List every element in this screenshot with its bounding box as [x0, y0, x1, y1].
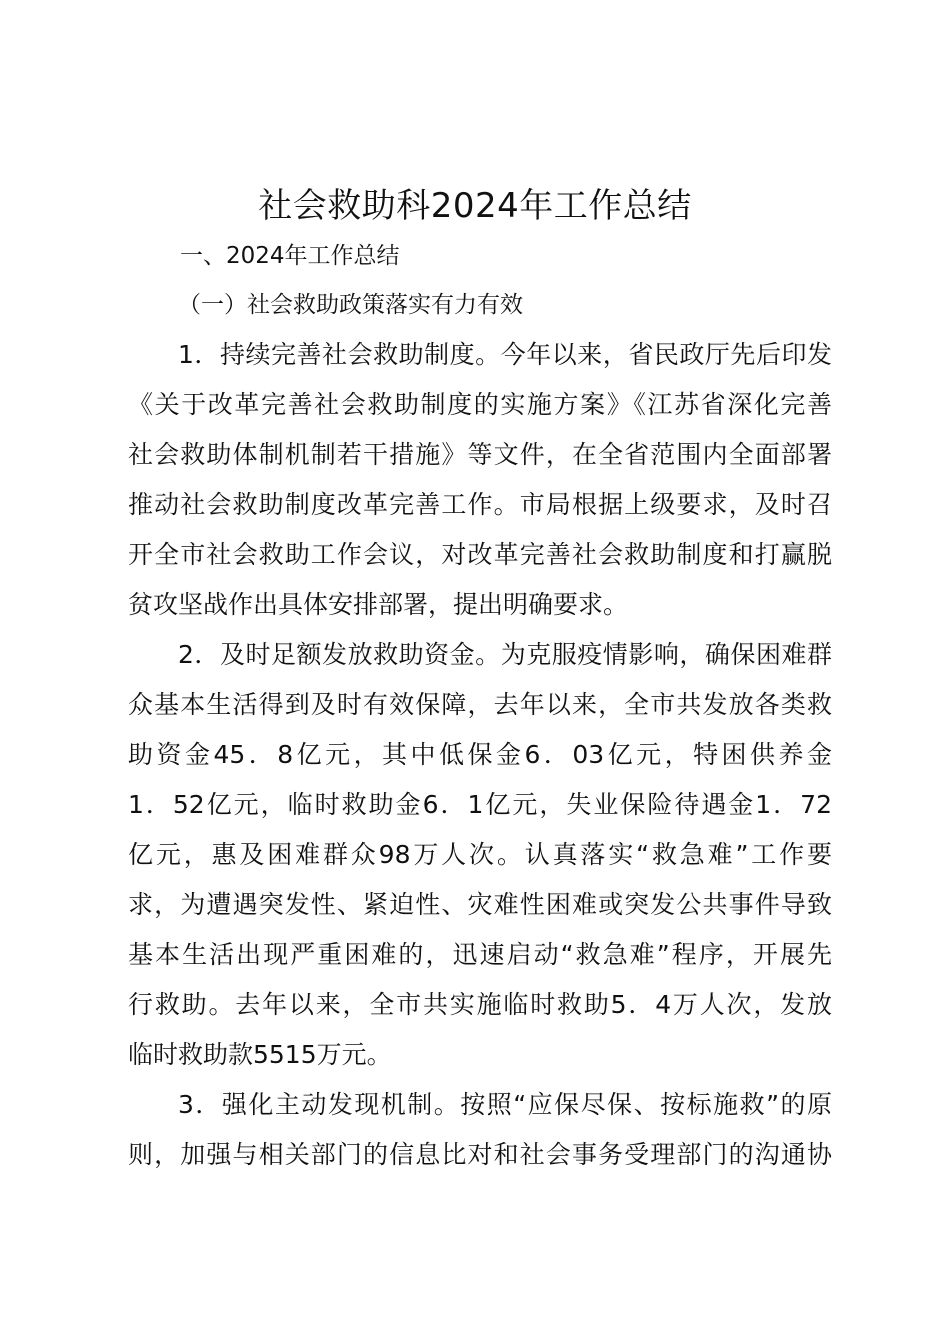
subsection-heading: （一）社会救助政策落实有力有效: [178, 292, 523, 318]
paragraph-line: 1．持续完善社会救助制度。今年以来，省民政厅先后印发: [178, 340, 832, 369]
section-heading: 一、2024年工作总结: [180, 243, 400, 269]
paragraph-line: 求，为遭遇突发性、紧迫性、灾难性困难或突发公共事件导致: [128, 890, 832, 919]
paragraph-line: 行救助。去年以来，全市共实施临时救助5．4万人次，发放: [128, 990, 832, 1019]
paragraph-line: 推动社会救助制度改革完善工作。市局根据上级要求，及时召: [128, 490, 832, 519]
paragraph-line: 1．52亿元，临时救助金6．1亿元，失业保险待遇金1．72: [128, 790, 832, 819]
paragraph-line: 助资金45．8亿元，其中低保金6．03亿元，特困供养金: [128, 740, 832, 769]
paragraph-line: 众基本生活得到及时有效保障，去年以来，全市共发放各类救: [128, 690, 832, 719]
paragraph-line: 临时救助款5515万元。: [128, 1040, 392, 1069]
paragraph-line: 《关于改革完善社会救助制度的实施方案》《江苏省深化完善: [128, 390, 832, 419]
paragraph-line: 3．强化主动发现机制。按照“应保尽保、按标施救”的原: [178, 1090, 832, 1119]
paragraph-line: 2．及时足额发放救助资金。为克服疫情影响，确保困难群: [178, 640, 832, 669]
paragraph-3: [128, 1080, 832, 1180]
paragraph-line: 基本生活出现严重困难的，迅速启动“救急难”程序，开展先: [128, 940, 832, 969]
document-title: 社会救助科2024年工作总结: [258, 186, 692, 226]
paragraph-line: 社会救助体制机制若干措施》等文件，在全省范围内全面部署: [128, 440, 832, 469]
paragraph-line: 开全市社会救助工作会议，对改革完善社会救助制度和打赢脱: [128, 540, 832, 569]
paragraph-line: 贫攻坚战作出具体安排部署，提出明确要求。: [128, 590, 629, 619]
paragraph-line: 亿元，惠及困难群众98万人次。认真落实“救急难”工作要: [128, 840, 832, 869]
paragraph-2: [128, 630, 832, 1080]
paragraph-1: [128, 330, 832, 630]
paragraph-line: 则，加强与相关部门的信息比对和社会事务受理部门的沟通协: [128, 1140, 832, 1169]
